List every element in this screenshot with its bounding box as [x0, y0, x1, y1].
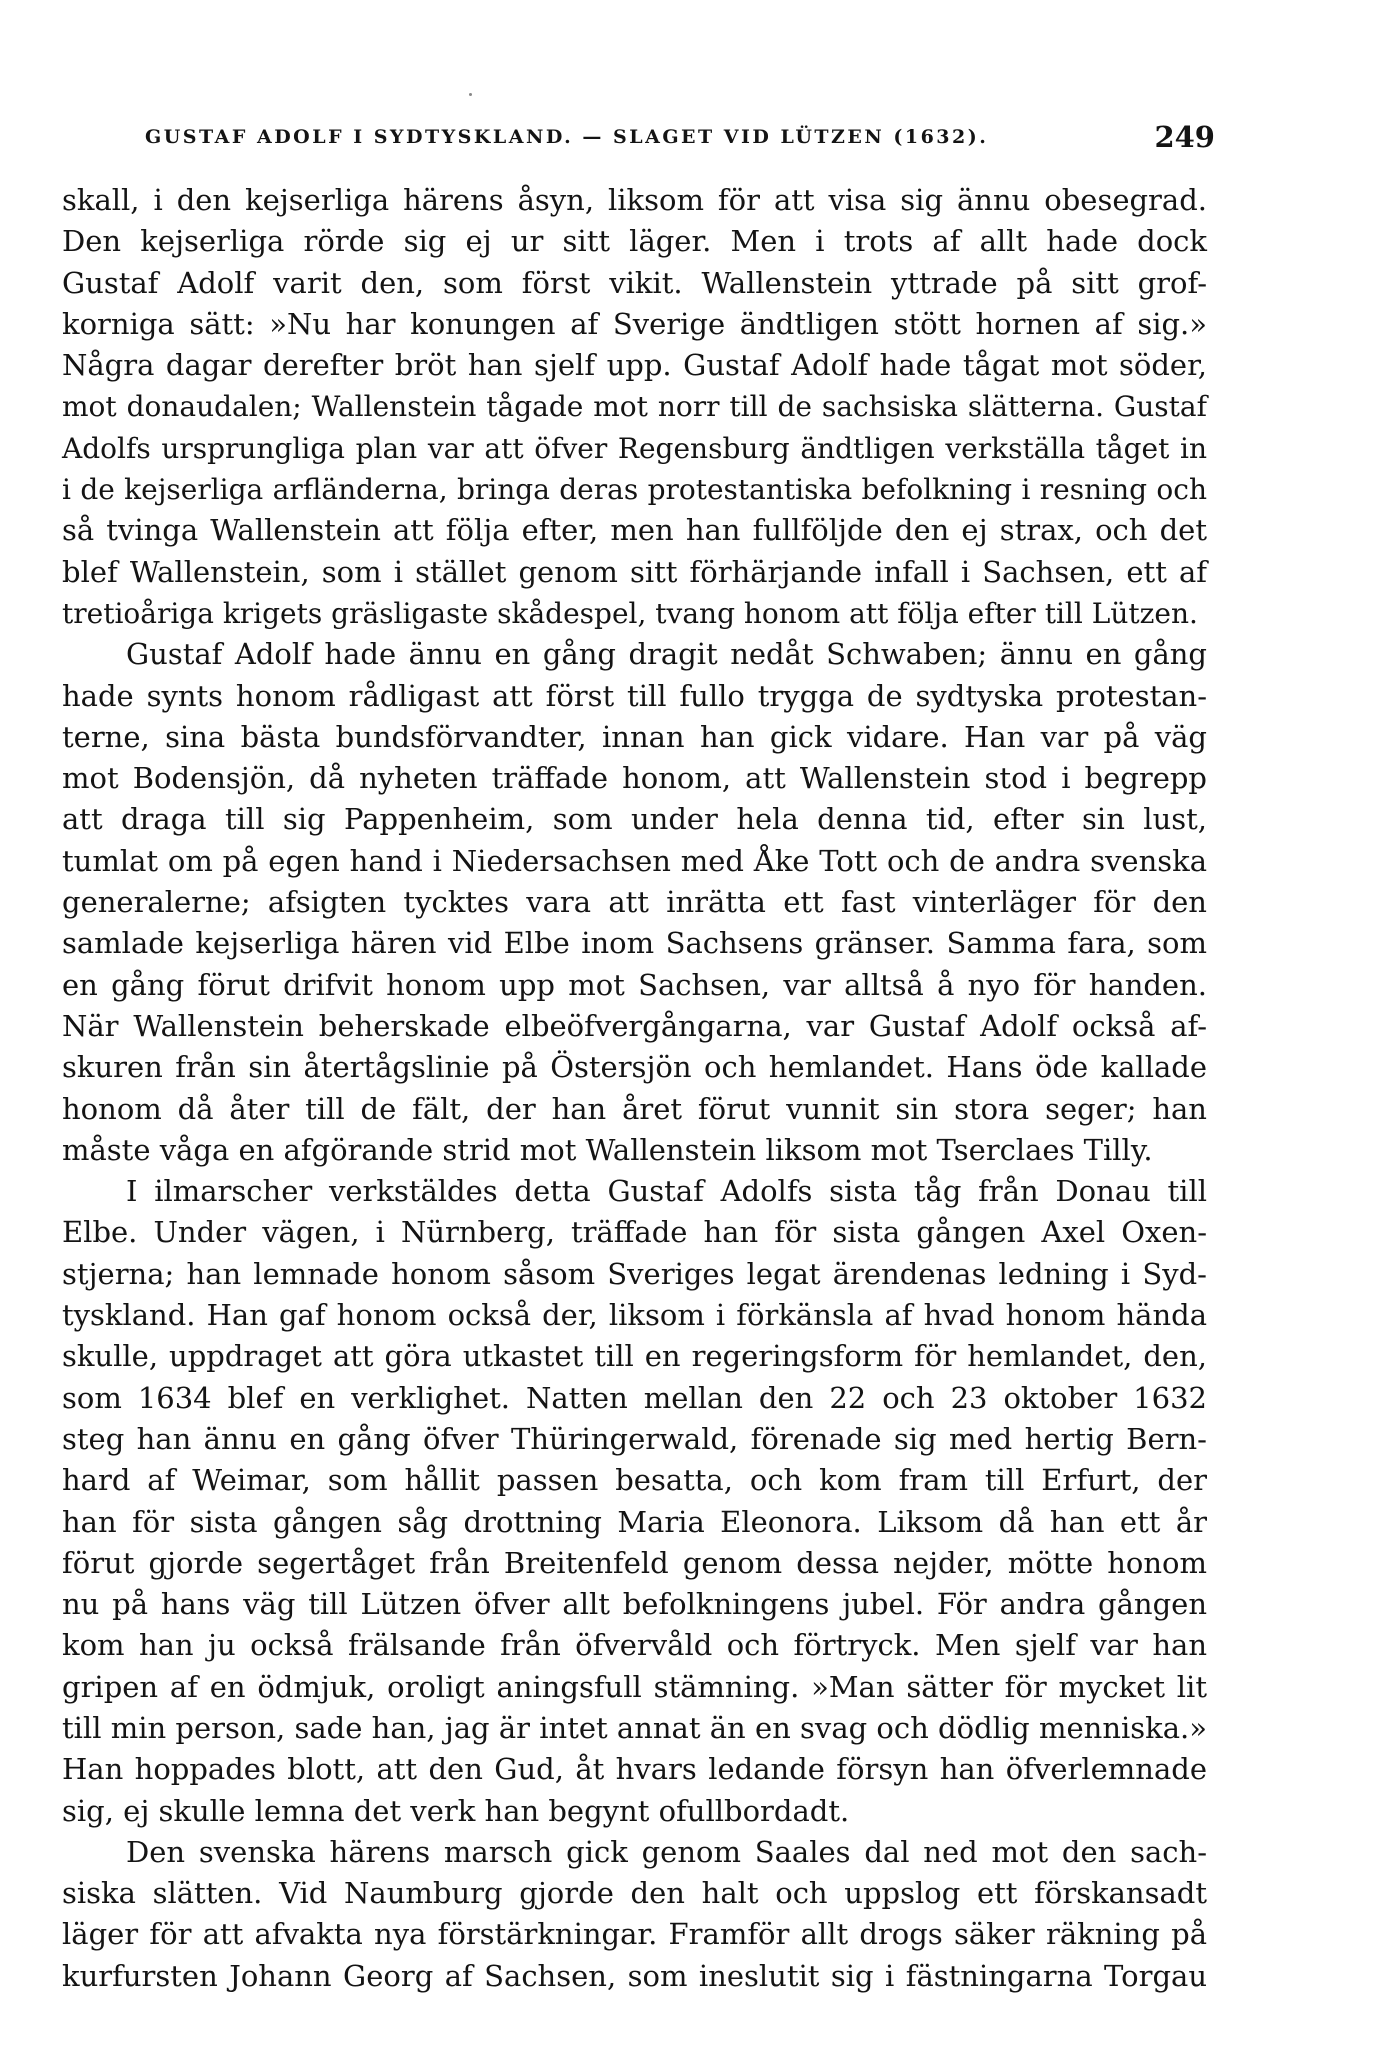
text-line: stjerna; han lemnade honom såsom Sveriges legat ärendenas ledning i Syd- — [62, 1256, 1207, 1291]
text-line: att draga till sig Pappenheim, som under hela denna tid, efter sin lust, — [62, 802, 1207, 837]
text-line: han för sista gången såg drottning Maria Eleonora. Liksom då han ett år — [62, 1504, 1207, 1539]
text-line: läger för att afvakta nya förstärkningar. Framför allt drogs säker räkning på — [62, 1917, 1207, 1952]
text-line: Han hoppades blott, att den Gud, åt hvars ledande försyn han öfverlemnade — [62, 1752, 1207, 1787]
text-line: steg han ännu en gång öfver Thüringerwald, förenade sig med hertig Bern- — [62, 1421, 1207, 1456]
text-line: tretioåriga krigets gräsligaste skådespel, tvang honom att följa efter till Lützen. — [62, 596, 1198, 630]
text-line: Gustaf Adolf hade ännu en gång dragit nedåt Schwaben; ännu en gång — [126, 637, 1207, 672]
page-header — [145, 117, 1215, 157]
text-line: måste våga en afgörande strid mot Wallenstein liksom mot Tserclaes Tilly. — [62, 1132, 1153, 1167]
text-line: mot donaudalen; Wallenstein tågade mot norr till de sachsiska slätterna. Gustaf — [62, 390, 1207, 424]
page-number: 249 — [1154, 120, 1215, 154]
text-line: kom han ju också frälsande från öfvervåld och förtryck. Men sjelf var han — [62, 1628, 1207, 1663]
text-line: generalerne; afsigten tycktes vara att inrätta ett fast vinterläger för den — [62, 885, 1207, 920]
text-line: hard af Weimar, som hållit passen besatta, och kom fram till Erfurt, der — [62, 1463, 1207, 1498]
text-line: gripen af en ödmjuk, oroligt aningsfull stämning. »Man sätter för mycket lit — [62, 1669, 1207, 1704]
text-line: blef Wallenstein, som i stället genom sitt förhärjande infall i Sachsen, ett af — [62, 554, 1207, 589]
text-line: i de kejserliga arfländerna, bringa deras protestantiska befolkning i resning och — [62, 473, 1207, 507]
text-line: hade synts honom rådligast att först till fullo trygga de sydtyska protestan- — [62, 678, 1207, 713]
text-line: korniga sätt: »Nu har konungen af Sverige ändtligen stött hornen af sig.» — [62, 306, 1207, 341]
text-line: honom då åter till de fält, der han året förut vunnit sin stora seger; han — [62, 1091, 1207, 1126]
text-line: Den svenska härens marsch gick genom Saales dal ned mot den sach- — [126, 1834, 1207, 1869]
text-line: När Wallenstein beherskade elbeöfvergångarna, var Gustaf Adolf också af- — [62, 1008, 1207, 1043]
text-line: nu på hans väg till Lützen öfver allt befolkningens jubel. För andra gången — [62, 1587, 1207, 1622]
text-line: terne, sina bästa bundsförvandter, innan han gick vidare. Han var på väg — [62, 719, 1207, 754]
text-line: kurfursten Johann Georg af Sachsen, som ineslutit sig i fästningarna Torgau — [62, 1958, 1207, 1993]
text-line: förut gjorde segertåget från Breitenfeld genom dessa nejder, mötte honom — [62, 1545, 1207, 1580]
text-line: mot Bodensjön, då nyheten träffade honom, att Wallenstein stod i begrepp — [62, 761, 1207, 796]
text-line: skulle, uppdraget att göra utkastet till en regeringsform för hemlandet, den, — [62, 1339, 1207, 1374]
text-line: Den kejserliga rörde sig ej ur sitt läger. Men i trots af allt hade dock — [62, 224, 1207, 259]
text-line: Adolfs ursprungliga plan var att öfver Regensburg ändtligen verkställa tåget in — [62, 431, 1207, 465]
text-line: tyskland. Han gaf honom också der, liksom i förkänsla af hvad honom hända — [62, 1298, 1207, 1333]
text-line: tumlat om på egen hand i Niedersachsen med Åke Tott och de andra svenska — [62, 843, 1207, 878]
text-line: skuren från sin återtågslinie på Östersjön och hemlandet. Hans öde kallade — [62, 1050, 1207, 1085]
text-line: skall, i den kejserliga härens åsyn, liksom för att visa sig ännu obesegrad. — [62, 183, 1207, 217]
running-title: GUSTAF ADOLF I SYDTYSKLAND. — SLAGET VID LÜTZEN (1632). — [145, 126, 989, 148]
text-line: samlade kejserliga hären vid Elbe inom Sachsens gränser. Samma fara, som — [62, 926, 1207, 961]
text-line: siska slätten. Vid Naumburg gjorde den halt och uppslog ett förskansadt — [62, 1876, 1207, 1911]
text-line: Några dagar derefter bröt han sjelf upp. Gustaf Adolf hade tågat mot söder, — [62, 348, 1207, 383]
text-line: till min person, sade han, jag är intet annat än en svag och dödlig menniska.» — [62, 1710, 1207, 1745]
text-line: Elbe. Under vägen, i Nürnberg, träffade han för sista gången Axel Oxen- — [62, 1215, 1207, 1250]
text-line: en gång förut drifvit honom upp mot Sachsen, var alltså å nyo för handen. — [62, 967, 1207, 1002]
text-line: Gustaf Adolf varit den, som först vikit. Wallenstein yttrade på sitt grof- — [62, 265, 1207, 300]
speck-mark — [469, 93, 472, 96]
text-line: sig, ej skulle lemna det verk han begynt ofullbordadt. — [62, 1793, 850, 1828]
text-line: så tvinga Wallenstein att följa efter, men han fullföljde den ej strax, och det — [62, 513, 1207, 548]
text-line: som 1634 blef en verklighet. Natten mellan den 22 och 23 oktober 1632 — [62, 1380, 1207, 1415]
body-text — [62, 180, 1207, 1997]
text-line: I ilmarscher verkstäldes detta Gustaf Adolfs sista tåg från Donau till — [126, 1174, 1207, 1209]
